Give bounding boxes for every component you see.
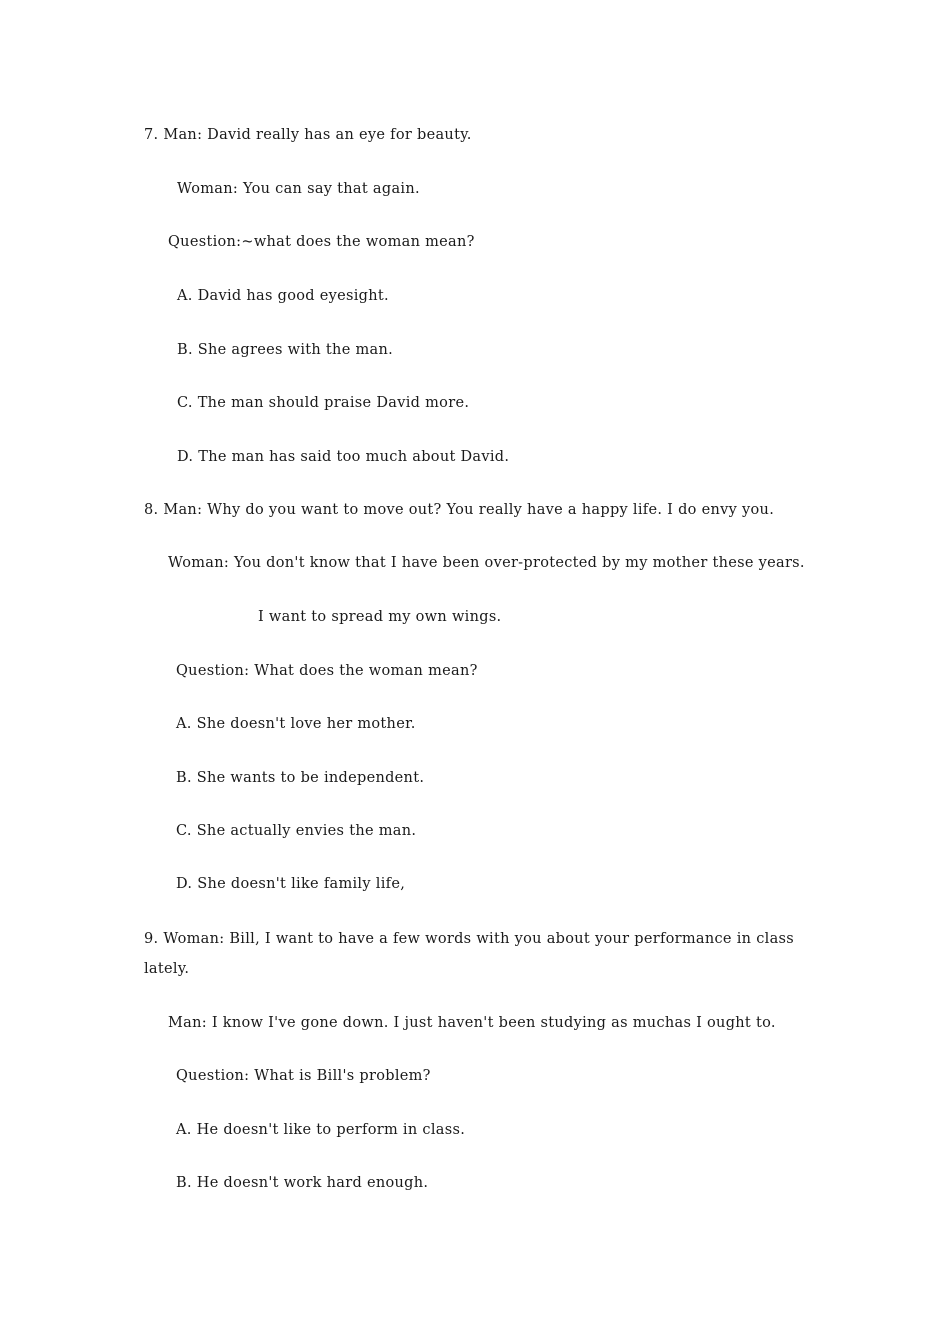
q8-option-d: D. She doesn't like family life, bbox=[176, 876, 406, 892]
q9-question: Question: What is Bill's problem? bbox=[176, 1068, 431, 1084]
q8-woman-line-cont: I want to spread my own wings. bbox=[258, 609, 502, 625]
q7-question: Question:~what does the woman mean? bbox=[168, 234, 475, 250]
q7-option-b: B. She agrees with the man. bbox=[177, 342, 394, 358]
q7-woman-line: Woman: You can say that again. bbox=[177, 181, 420, 197]
q8-man-line: 8. Man: Why do you want to move out? You really have a happy life. I do envy you. bbox=[144, 502, 775, 518]
q8-question: Question: What does the woman mean? bbox=[176, 663, 478, 679]
q7-option-c: C. The man should praise David more. bbox=[177, 395, 470, 411]
q8-option-c: C. She actually envies the man. bbox=[176, 823, 417, 839]
q9-man-line: Man: I know I've gone down. I just haven't been studying as muchas I ought to. bbox=[168, 1015, 776, 1031]
q7-option-a: A. David has good eyesight. bbox=[177, 288, 389, 304]
q7-man-line: 7. Man: David really has an eye for beauty. bbox=[144, 127, 472, 143]
q8-option-a: A. She doesn't love her mother. bbox=[176, 716, 416, 732]
q9-woman-line: 9. Woman: Bill, I want to have a few words with you about your performance in class lately. bbox=[144, 931, 794, 977]
q9-option-a: A. He doesn't like to perform in class. bbox=[176, 1122, 466, 1138]
q8-option-b: B. She wants to be independent. bbox=[176, 770, 425, 786]
q7-option-d: D. The man has said too much about David. bbox=[177, 449, 510, 465]
q9-option-b: B. He doesn't work hard enough. bbox=[176, 1175, 429, 1191]
q8-woman-line: Woman: You don't know that I have been over-protected by my mother these years. bbox=[168, 555, 805, 571]
